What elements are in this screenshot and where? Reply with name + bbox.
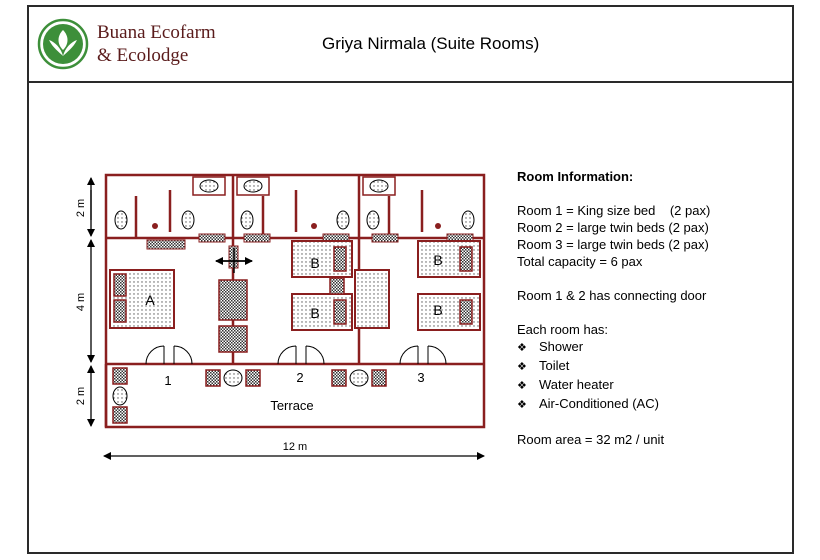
bed-label-b: B [310, 255, 320, 271]
bed-label-a: A [145, 292, 155, 308]
door-swing [146, 346, 164, 364]
pillow [334, 247, 346, 271]
terrace-chair [113, 368, 127, 384]
diamond-bullet-icon: ❖ [517, 380, 527, 392]
toilet-icon [367, 211, 379, 229]
room-info-heading: Room Information: [517, 169, 634, 184]
ac-unit [147, 240, 185, 249]
shower-drain-icon [311, 223, 317, 229]
shower-drain-icon [152, 223, 158, 229]
room-number-3: 3 [417, 370, 425, 385]
room-line: Room 2 = large twin beds (2 pax) [517, 220, 709, 235]
toilet-icon [115, 211, 127, 229]
door-swing [278, 346, 296, 364]
dim-label-width: 12 m [282, 441, 308, 453]
shower-drain-icon [435, 223, 441, 229]
room-area: Room area = 32 m2 / unit [517, 432, 665, 447]
door-swing [174, 346, 192, 364]
amenity-item: ❖ Air-Conditioned (AC) [517, 395, 710, 414]
room-number-2: 2 [296, 370, 304, 385]
connecting-door-note: Room 1 & 2 has connecting door [517, 288, 707, 303]
toilet-icon [337, 211, 349, 229]
room-line: Room 1 = King size bed (2 pax) [517, 203, 711, 218]
sink-icon [200, 180, 218, 192]
toilet-icon [182, 211, 194, 229]
terrace-table [224, 370, 242, 386]
door-swing [428, 346, 446, 364]
page-title: Griya Nirmala (Suite Rooms) [322, 34, 540, 53]
amenities-heading: Each room has: [517, 322, 609, 337]
door-swing [306, 346, 324, 364]
sink-icon [244, 180, 262, 192]
terrace-table [113, 387, 127, 405]
pillow [114, 274, 126, 296]
pillow [334, 300, 346, 324]
wardrobe [355, 270, 389, 328]
pillow [460, 247, 472, 271]
connecting-door [244, 234, 270, 242]
terrace-chair [206, 370, 220, 386]
toilet-icon [462, 211, 474, 229]
bedside-table [219, 326, 247, 352]
diamond-bullet-icon: ❖ [517, 342, 527, 354]
amenities-list [517, 321, 710, 414]
connecting-door [199, 234, 225, 242]
amenity-item: ❖ Shower [517, 338, 710, 357]
terrace-table [350, 370, 368, 386]
room-list [517, 202, 710, 270]
pillow [460, 300, 472, 324]
terrace-chair [113, 407, 127, 423]
terrace-chair [332, 370, 346, 386]
pillow [114, 300, 126, 322]
amenity-item: ❖ Toilet [517, 357, 710, 376]
brand-name-line2: & Ecolodge [97, 45, 189, 66]
diamond-bullet-icon: ❖ [517, 361, 527, 373]
terrace-chair [246, 370, 260, 386]
dim-label-top: 2 m [75, 198, 87, 218]
terrace-chair [372, 370, 386, 386]
terrace-label: Terrace [270, 398, 314, 413]
bed-label-b: B [433, 302, 443, 318]
dim-label-middle: 4 m [75, 292, 87, 312]
bed-label-b: B [433, 252, 443, 268]
sink-icon [370, 180, 388, 192]
bed-label-b: B [310, 305, 320, 321]
diamond-bullet-icon: ❖ [517, 399, 527, 411]
brand-name-line1: Buana Ecofarm [97, 22, 216, 43]
connecting-door-arrow-icon [216, 248, 252, 273]
room-line: Room 3 = large twin beds (2 pax) [517, 237, 709, 252]
toilet-icon [241, 211, 253, 229]
total-capacity: Total capacity = 6 pax [517, 254, 643, 269]
connecting-door [372, 234, 398, 242]
door-swing [400, 346, 418, 364]
room-info-panel [517, 168, 710, 448]
side-table [330, 278, 344, 294]
amenity-item: ❖ Water heater [517, 376, 710, 395]
dim-label-bottom: 2 m [75, 386, 87, 406]
room-number-1: 1 [164, 373, 172, 388]
bedside-table [219, 280, 247, 320]
